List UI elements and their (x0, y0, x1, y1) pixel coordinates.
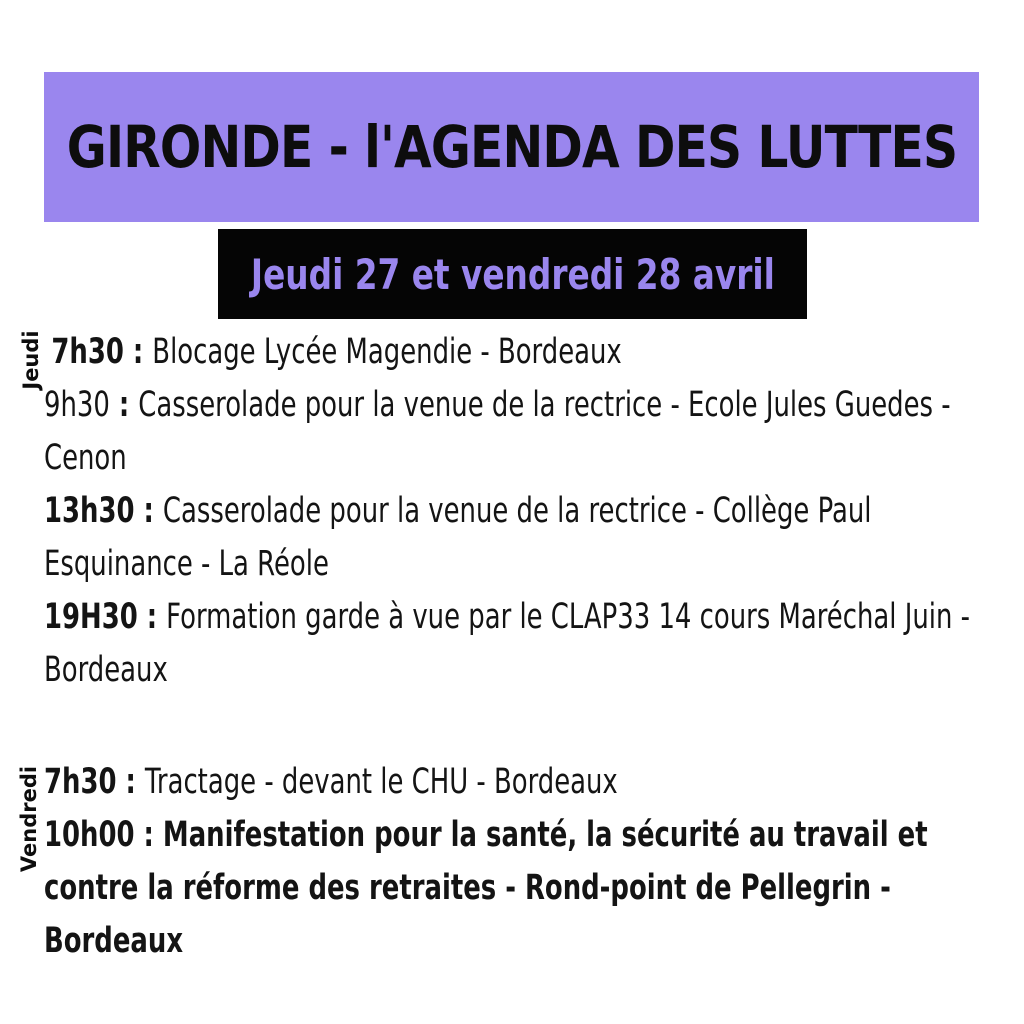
event-item (44, 809, 984, 968)
event-separator: : (123, 332, 153, 372)
event-time: 19H30 (44, 597, 138, 637)
event-separator: : (134, 815, 163, 855)
event-time: 7h30 (51, 332, 124, 372)
vendredi-events (44, 756, 984, 968)
event-item (44, 591, 984, 697)
event-text: Blocage Lycée Magendie - Bordeaux (152, 332, 622, 372)
event-separator: : (109, 385, 139, 425)
event-text: Formation garde à vue par le CLAP33 14 cours Maréchal Juin - Bordeaux (44, 597, 970, 690)
event-time: 10h00 (44, 815, 135, 855)
event-text: Casserolade pour la venue de la rectrice - Collège Paul Esquinance - La Réole (44, 491, 872, 584)
event-separator: : (134, 491, 163, 531)
event-item (44, 326, 991, 379)
day-label-jeudi: Jeudi (19, 330, 43, 390)
event-text: Manifestation pour la santé, la sécurité au travail et contre la réforme des retraites - Rond-point de Pellegrin - Bordeaux (44, 815, 928, 961)
event-item (44, 756, 984, 809)
day-label-vendredi: Vendredi (17, 765, 41, 873)
date-range: Jeudi 27 et vendredi 28 avril (250, 249, 775, 299)
event-separator: : (137, 597, 167, 637)
event-time: 9h30 (44, 385, 110, 425)
event-time: 7h30 (44, 762, 117, 802)
event-item (44, 485, 984, 591)
event-time: 13h30 (44, 491, 135, 531)
date-banner (218, 229, 807, 319)
title-banner (44, 72, 979, 222)
event-text: Casserolade pour la venue de la rectrice - Ecole Jules Guedes - Cenon (44, 385, 951, 478)
page-title: GIRONDE - l'AGENDA DES LUTTES (66, 113, 957, 181)
event-separator: : (116, 762, 145, 802)
event-text: Tractage - devant le CHU - Bordeaux (144, 762, 618, 802)
jeudi-events (44, 326, 984, 697)
event-item (44, 379, 984, 485)
